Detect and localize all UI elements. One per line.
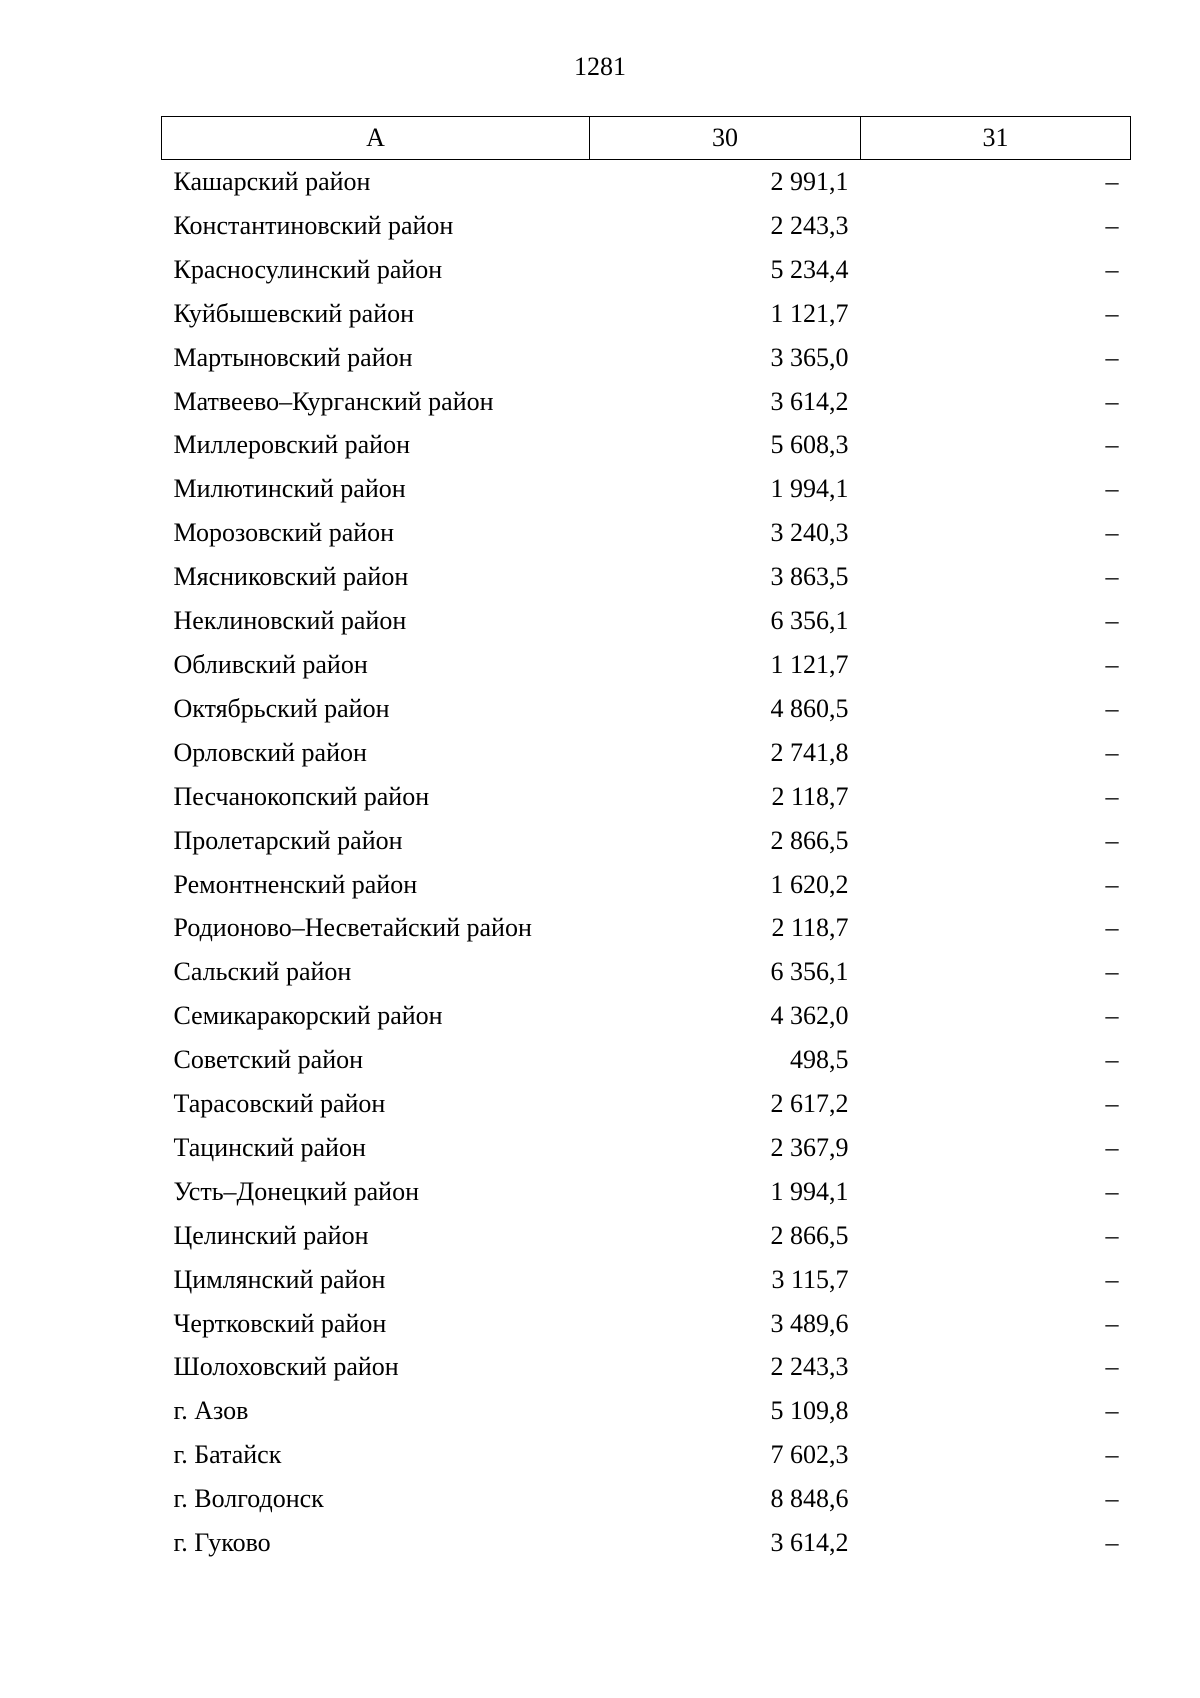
row-value-30-cell: 5 109,8 xyxy=(770,1396,849,1426)
row-value-30-cell: 3 614,2 xyxy=(770,386,849,416)
row-name-cell: Милютинский район xyxy=(173,474,406,504)
row-name-cell: Песчанокопский район xyxy=(173,781,430,811)
row-value-30-cell: 2 118,7 xyxy=(771,781,849,811)
row-name-cell: г. Азов xyxy=(173,1396,249,1426)
row-name-cell: Ремонтненский район xyxy=(173,869,418,899)
row-value-30-cell: 3 365,0 xyxy=(770,342,849,372)
table-body xyxy=(162,160,1131,1566)
table-row xyxy=(162,467,1131,511)
row-value-30-cell: 498,5 xyxy=(790,1045,849,1075)
row-name-cell: Цимлянский район xyxy=(173,1264,386,1294)
table-row xyxy=(162,1082,1131,1126)
row-value-30-cell: 1 121,7 xyxy=(770,649,849,679)
table-row xyxy=(162,1433,1131,1477)
row-name-cell: Кашарский район xyxy=(173,167,371,196)
row-value-31-cell: – xyxy=(1105,1352,1119,1382)
row-value-31-cell: – xyxy=(1105,1484,1119,1514)
row-value-31-cell: – xyxy=(1105,957,1119,987)
table-row xyxy=(162,731,1131,775)
row-name-cell: Константиновский район xyxy=(173,210,454,240)
budget-table xyxy=(161,116,1131,1565)
table-row xyxy=(162,994,1131,1038)
table-row xyxy=(162,906,1131,950)
table-row xyxy=(162,687,1131,731)
row-value-30-cell: 3 614,2 xyxy=(770,1528,849,1558)
row-name-cell: Красносулинский район xyxy=(173,254,443,284)
row-value-31-cell: – xyxy=(1105,1396,1119,1426)
table-row xyxy=(162,336,1131,380)
table-row xyxy=(162,511,1131,555)
row-value-30-cell: 2 617,2 xyxy=(770,1089,849,1119)
row-value-31-cell: – xyxy=(1105,298,1119,328)
table-row xyxy=(162,1214,1131,1258)
row-value-31-cell: – xyxy=(1105,649,1119,679)
row-value-31-cell: – xyxy=(1105,1132,1119,1162)
row-name-cell: Усть–Донецкий район xyxy=(173,1176,419,1206)
row-value-30-cell: 4 362,0 xyxy=(770,1001,849,1031)
table-row xyxy=(162,1521,1131,1565)
table-row xyxy=(162,1170,1131,1214)
row-value-31-cell: – xyxy=(1105,518,1119,548)
table-row xyxy=(162,423,1131,467)
table-row xyxy=(162,775,1131,819)
row-value-31-cell: – xyxy=(1105,210,1119,240)
row-name-cell: Куйбышевский район xyxy=(173,298,415,328)
row-value-31-cell: – xyxy=(1105,1089,1119,1119)
table-row xyxy=(162,643,1131,687)
row-value-31-cell: – xyxy=(1105,1220,1119,1250)
table-row xyxy=(162,599,1131,643)
table-row xyxy=(162,160,1131,204)
row-value-31-cell: – xyxy=(1105,693,1119,723)
row-value-30-cell: 1 994,1 xyxy=(770,474,849,504)
row-name-cell: Орловский район xyxy=(173,737,367,767)
table-row xyxy=(162,819,1131,863)
row-value-30-cell: 6 356,1 xyxy=(770,957,849,987)
row-name-cell: Тарасовский район xyxy=(173,1089,386,1119)
row-value-31-cell: – xyxy=(1105,1001,1119,1031)
row-name-cell: Родионово–Несветайский район xyxy=(173,913,532,943)
row-value-30-cell: 2 991,1 xyxy=(770,167,849,196)
row-value-31-cell: – xyxy=(1105,430,1119,460)
row-name-cell: Пролетарский район xyxy=(173,825,403,855)
row-name-cell: Обливский район xyxy=(173,649,368,679)
row-name-cell: г. Батайск xyxy=(173,1440,282,1470)
row-value-30-cell: 1 620,2 xyxy=(770,869,849,899)
row-name-cell: Советский район xyxy=(173,1045,364,1075)
table-row xyxy=(162,380,1131,424)
row-value-30-cell: 2 118,7 xyxy=(771,913,849,943)
row-value-30-cell: 1 994,1 xyxy=(770,1176,849,1206)
row-value-30-cell: 2 866,5 xyxy=(770,1220,849,1250)
row-value-31-cell: – xyxy=(1105,342,1119,372)
row-value-31-cell: – xyxy=(1105,1045,1119,1075)
row-value-31-cell: – xyxy=(1105,562,1119,592)
row-value-31-cell: – xyxy=(1105,386,1119,416)
row-name-cell: Морозовский район xyxy=(173,518,395,548)
row-name-cell: Матвеево–Курганский район xyxy=(173,386,494,416)
table-row xyxy=(162,1258,1131,1302)
row-value-31-cell: – xyxy=(1105,1264,1119,1294)
row-value-31-cell: – xyxy=(1105,869,1119,899)
row-value-31-cell: – xyxy=(1105,825,1119,855)
column-header-31: 31 xyxy=(861,117,1131,160)
row-value-31-cell: – xyxy=(1105,1440,1119,1470)
row-value-31-cell: – xyxy=(1105,474,1119,504)
row-name-cell: Сальский район xyxy=(173,957,352,987)
row-value-30-cell: 3 240,3 xyxy=(770,518,849,548)
row-value-30-cell: 3 863,5 xyxy=(770,562,849,592)
table-header-row xyxy=(162,117,1131,160)
table-row xyxy=(162,1389,1131,1433)
row-name-cell: Октябрьский район xyxy=(173,693,390,723)
table-row xyxy=(162,950,1131,994)
row-name-cell: г. Волгодонск xyxy=(173,1484,324,1514)
table-row xyxy=(162,1477,1131,1521)
row-value-31-cell: – xyxy=(1105,1528,1119,1558)
row-name-cell: Неклиновский район xyxy=(173,606,407,636)
row-value-31-cell: – xyxy=(1105,254,1119,284)
row-value-30-cell: 2 866,5 xyxy=(770,825,849,855)
row-value-31-cell: – xyxy=(1105,1176,1119,1206)
row-name-cell: Мартыновский район xyxy=(173,342,413,372)
row-value-30-cell: 3 115,7 xyxy=(771,1264,849,1294)
table-row xyxy=(162,292,1131,336)
page-number: 1281 xyxy=(574,52,626,81)
column-header-a: А xyxy=(162,117,590,160)
row-value-30-cell: 7 602,3 xyxy=(770,1440,849,1470)
table-row xyxy=(162,204,1131,248)
table-row xyxy=(162,1126,1131,1170)
row-value-31-cell: – xyxy=(1105,606,1119,636)
column-header-30: 30 xyxy=(590,117,861,160)
row-name-cell: Тацинский район xyxy=(173,1132,366,1162)
row-value-30-cell: 2 243,3 xyxy=(770,210,849,240)
row-name-cell: Чертковский район xyxy=(173,1308,387,1338)
row-value-30-cell: 6 356,1 xyxy=(770,606,849,636)
table-row xyxy=(162,1038,1131,1082)
row-value-30-cell: 3 489,6 xyxy=(770,1308,849,1338)
row-name-cell: Шолоховский район xyxy=(173,1352,399,1382)
row-value-30-cell: 2 367,9 xyxy=(770,1132,849,1162)
row-value-30-cell: 2 741,8 xyxy=(770,737,849,767)
table-row xyxy=(162,1302,1131,1346)
row-name-cell: Целинский район xyxy=(173,1220,369,1250)
row-value-31-cell: – xyxy=(1105,737,1119,767)
row-value-30-cell: 8 848,6 xyxy=(770,1484,849,1514)
row-value-31-cell: – xyxy=(1105,1308,1119,1338)
row-value-31-cell: – xyxy=(1105,781,1119,811)
table-row xyxy=(162,248,1131,292)
row-value-30-cell: 2 243,3 xyxy=(770,1352,849,1382)
row-value-30-cell: 1 121,7 xyxy=(770,298,849,328)
row-name-cell: Мясниковский район xyxy=(173,562,409,592)
row-name-cell: г. Гуково xyxy=(173,1528,271,1558)
row-value-30-cell: 5 234,4 xyxy=(770,254,849,284)
row-value-30-cell: 4 860,5 xyxy=(770,693,849,723)
table-row xyxy=(162,863,1131,907)
row-name-cell: Семикаракорский район xyxy=(173,1001,443,1031)
row-name-cell: Миллеровский район xyxy=(173,430,411,460)
row-value-31-cell: – xyxy=(1105,167,1119,196)
row-value-31-cell: – xyxy=(1105,913,1119,943)
row-value-30-cell: 5 608,3 xyxy=(770,430,849,460)
table-row xyxy=(162,555,1131,599)
table-row xyxy=(162,1345,1131,1389)
